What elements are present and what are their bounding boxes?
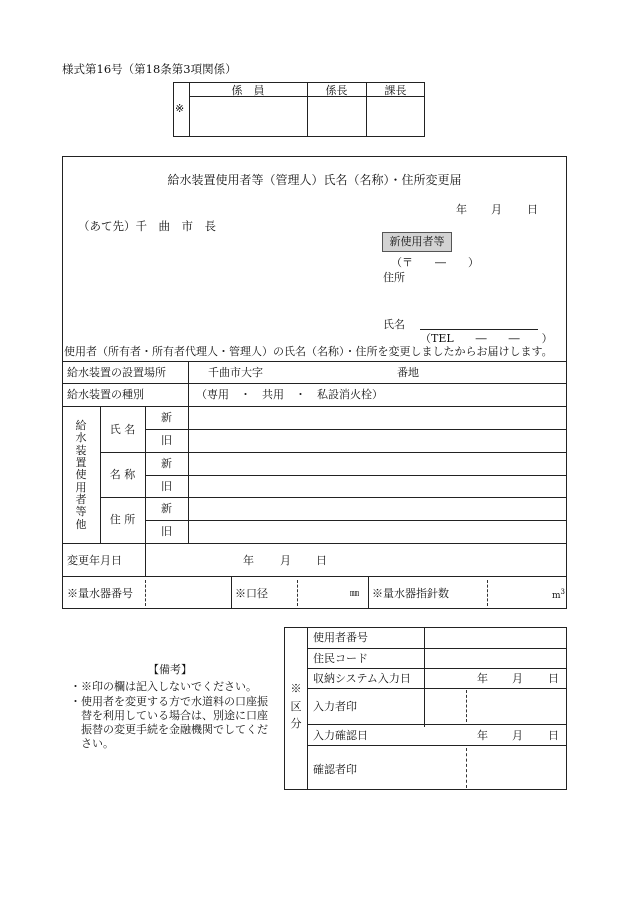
meter-number-label: ※量水器番号: [67, 587, 133, 600]
location-banchi: 番地: [397, 366, 419, 379]
note-item: 振替の変更手続を金融機関でしてくだ: [70, 723, 268, 736]
office-user-number-field[interactable]: [425, 628, 566, 647]
form-number: 様式第16号（第18条第3項関係）: [62, 62, 237, 76]
title-new-field[interactable]: [189, 453, 566, 474]
addressee: （あて先）千 曲 市 長: [78, 219, 216, 233]
submit-date-year: 年: [456, 203, 467, 216]
kind-options[interactable]: （専用 ・ 共用 ・ 私設消火栓）: [196, 388, 383, 401]
address-old-field[interactable]: [189, 521, 566, 542]
office-confirm-date-label: 入力確認日: [313, 729, 368, 742]
meter-reading-unit-base: m: [552, 591, 561, 601]
field-title-old: 旧: [161, 480, 172, 493]
office-user-number-label: 使用者番号: [313, 631, 368, 644]
chief-stamp-field[interactable]: [307, 97, 366, 136]
change-date-label: 変更年月日: [67, 554, 122, 567]
name-old-field[interactable]: [189, 430, 566, 451]
approval-header-manager: 課長: [384, 84, 407, 97]
staff-stamp-field[interactable]: [189, 97, 307, 136]
meter-reading-field[interactable]: [489, 578, 547, 607]
approval-header-chief: 係長: [325, 84, 348, 97]
office-entry-date-year: 年: [477, 672, 488, 685]
tel-field[interactable]: [440, 331, 550, 345]
office-confirm-date-year: 年: [477, 729, 488, 742]
name-underline: [420, 329, 538, 330]
manager-stamp-field[interactable]: [366, 97, 425, 136]
diameter-unit: ㎜: [350, 589, 360, 599]
diameter-label: ※口径: [235, 587, 268, 600]
name-field[interactable]: [420, 314, 538, 329]
meter-reading-label: ※量水器指針数: [372, 587, 449, 600]
office-confirm-date-day: 日: [548, 729, 559, 742]
field-title-label: 名 称: [109, 468, 136, 481]
field-address-label: 住 所: [109, 513, 136, 526]
meter-number-field[interactable]: [147, 578, 230, 607]
office-entry-stamp-field[interactable]: [425, 689, 566, 723]
form-title: 給水装置使用者等（管理人）氏名（名称）・住所変更届: [167, 173, 462, 187]
note-item: ・※印の欄は記入しないでください。: [70, 680, 257, 693]
office-resident-code-label: 住民コード: [313, 652, 368, 665]
field-name-label: 氏 名: [109, 423, 136, 436]
approval-mark: ※: [175, 102, 185, 115]
office-confirm-date-field[interactable]: [425, 726, 566, 744]
meter-reading-unit: [552, 589, 565, 601]
field-address-old: 旧: [161, 525, 172, 538]
office-entry-date-field[interactable]: [425, 669, 566, 687]
address-field[interactable]: [408, 270, 558, 310]
change-date-field[interactable]: [146, 544, 566, 575]
diameter-field[interactable]: [299, 578, 344, 607]
name-new-field[interactable]: [189, 407, 566, 428]
postal-code: （〒 ― ）: [391, 256, 479, 269]
change-date-day: 日: [316, 554, 327, 567]
submit-date-month: 月: [491, 203, 502, 216]
user-group-label: 給水装置使用者等他: [75, 419, 87, 531]
name-label: 氏名: [383, 318, 405, 331]
new-user-button[interactable]: 新使用者等: [382, 232, 452, 252]
office-confirm-date-month: 月: [512, 729, 523, 742]
office-entry-date-day: 日: [548, 672, 559, 685]
field-name-new: 新: [161, 411, 172, 424]
office-confirm-stamp-label: 確認者印: [313, 763, 357, 776]
address-new-field[interactable]: [189, 498, 566, 519]
submit-date-day: 日: [527, 203, 538, 216]
note-item: ・使用者を変更する方で水道料の口座振: [70, 695, 268, 708]
address-label: 住所: [383, 271, 405, 284]
note-item: さい。: [70, 737, 114, 750]
approval-header-staff: 係 員: [231, 84, 265, 97]
field-name-old: 旧: [161, 434, 172, 447]
office-confirm-stamp-field[interactable]: [425, 746, 566, 789]
field-address-new: 新: [161, 502, 172, 515]
location-city: 千曲市大字: [208, 366, 263, 379]
location-address-field[interactable]: [262, 363, 392, 382]
kind-label: 給水装置の種別: [67, 388, 144, 401]
location-label: 給水装置の設置場所: [67, 366, 166, 379]
office-entry-date-month: 月: [512, 672, 523, 685]
title-old-field[interactable]: [189, 476, 566, 496]
change-date-month: 月: [280, 554, 291, 567]
notes-heading: 【備考】: [148, 663, 192, 676]
change-date-year: 年: [243, 554, 254, 567]
note-item: 替を利用している場合は、別途に口座: [70, 709, 268, 722]
office-entry-stamp-label: 入力者印: [313, 700, 357, 713]
field-title-new: 新: [161, 457, 172, 470]
meter-reading-unit-sup: 3: [560, 588, 566, 596]
office-resident-code-field[interactable]: [425, 649, 566, 667]
submit-date-field[interactable]: [420, 200, 540, 218]
tel: （TEL ― ― ）: [420, 332, 553, 345]
postal-code-field[interactable]: [402, 254, 492, 270]
statement: 使用者（所有者・所有者代理人・管理人）の氏名（名称）・住所を変更しましたからお届けします。: [64, 345, 553, 358]
office-entry-date-label: 収納システム入力日: [313, 672, 411, 685]
division-label: ※区分: [290, 682, 302, 731]
